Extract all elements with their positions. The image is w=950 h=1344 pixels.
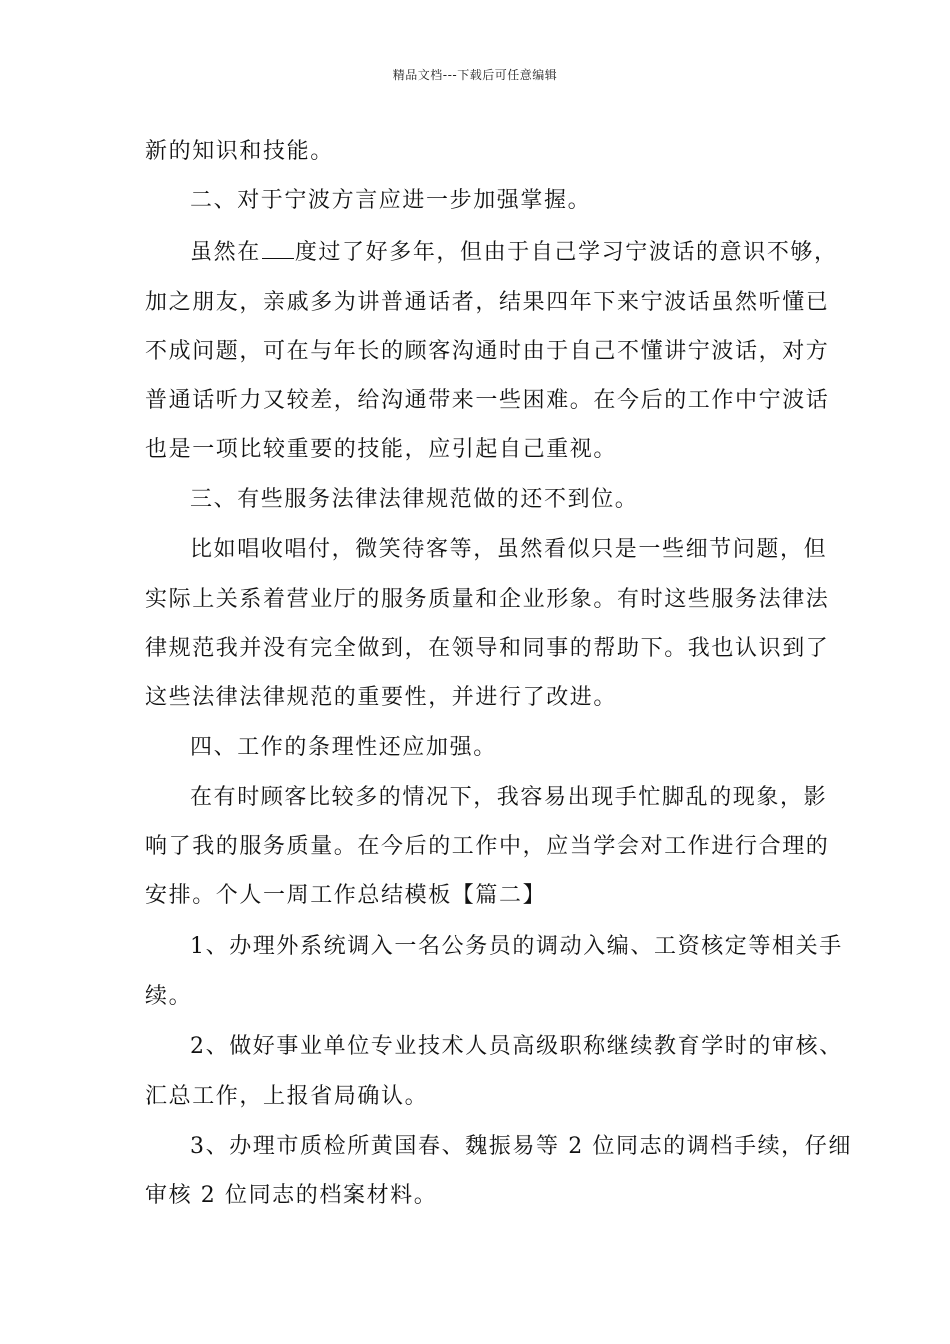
paragraph-line: 律规范我并没有完全做到，在领导和同事的帮助下。我也认识到了 <box>145 636 830 661</box>
paragraph-line: 安排。个人一周工作总结模板【篇二】 <box>145 883 547 908</box>
text-segment: 度过了好多年，但由于自己学习宁波话的意识不够， <box>294 240 838 265</box>
blank-underline <box>262 238 294 259</box>
section-heading: 三、有些服务法律法律规范做的还不到位。 <box>190 487 639 512</box>
paragraph-line: 在有时顾客比较多的情况下，我容易出现手忙脚乱的现象，影 <box>190 785 828 810</box>
paragraph-line: 这些法律法律规范的重要性，并进行了改进。 <box>145 685 618 710</box>
list-item-continuation: 汇总工作，上报省局确认。 <box>145 1084 429 1109</box>
list-item: 1、办理外系统调入一名公务员的调动入编、工资核定等相关手 <box>190 934 843 959</box>
paragraph-line: 不成问题，可在与年长的顾客沟通时由于自己不懂讲宁波话，对方 <box>145 339 830 364</box>
paragraph-line: 实际上关系着营业厅的服务质量和企业形象。有时这些服务法律法 <box>145 587 830 612</box>
section-heading: 二、对于宁波方言应进一步加强掌握。 <box>190 188 592 213</box>
page-header: 精品文档---下载后可任意编辑 <box>392 68 558 82</box>
paragraph-line: 响了我的服务质量。在今后的工作中，应当学会对工作进行合理的 <box>145 834 830 859</box>
text-segment: 虽然在 <box>190 240 261 265</box>
paragraph-line: 比如唱收唱付，微笑待客等，虽然看似只是一些细节问题，但 <box>190 537 828 562</box>
list-item: 2、做好事业单位专业技术人员高级职称继续教育学时的审核、 <box>190 1034 843 1059</box>
paragraph-line <box>190 238 838 268</box>
paragraph-line: 加之朋友，亲戚多为讲普通话者，结果四年下来宁波话虽然听懂已 <box>145 290 830 315</box>
list-item-continuation: 审核 2 位同志的档案材料。 <box>145 1183 438 1208</box>
section-heading: 四、工作的条理性还应加强。 <box>190 735 497 760</box>
paragraph-line: 也是一项比较重要的技能，应引起自己重视。 <box>145 437 618 462</box>
list-item-continuation: 续。 <box>145 984 193 1009</box>
paragraph-line: 普通话听力又较差，给沟通带来一些困难。在今后的工作中宁波话 <box>145 388 830 413</box>
paragraph-line: 新的知识和技能。 <box>145 139 334 164</box>
list-item: 3、办理市质检所黄国春、魏振易等 2 位同志的调档手续，仔细 <box>190 1134 852 1159</box>
